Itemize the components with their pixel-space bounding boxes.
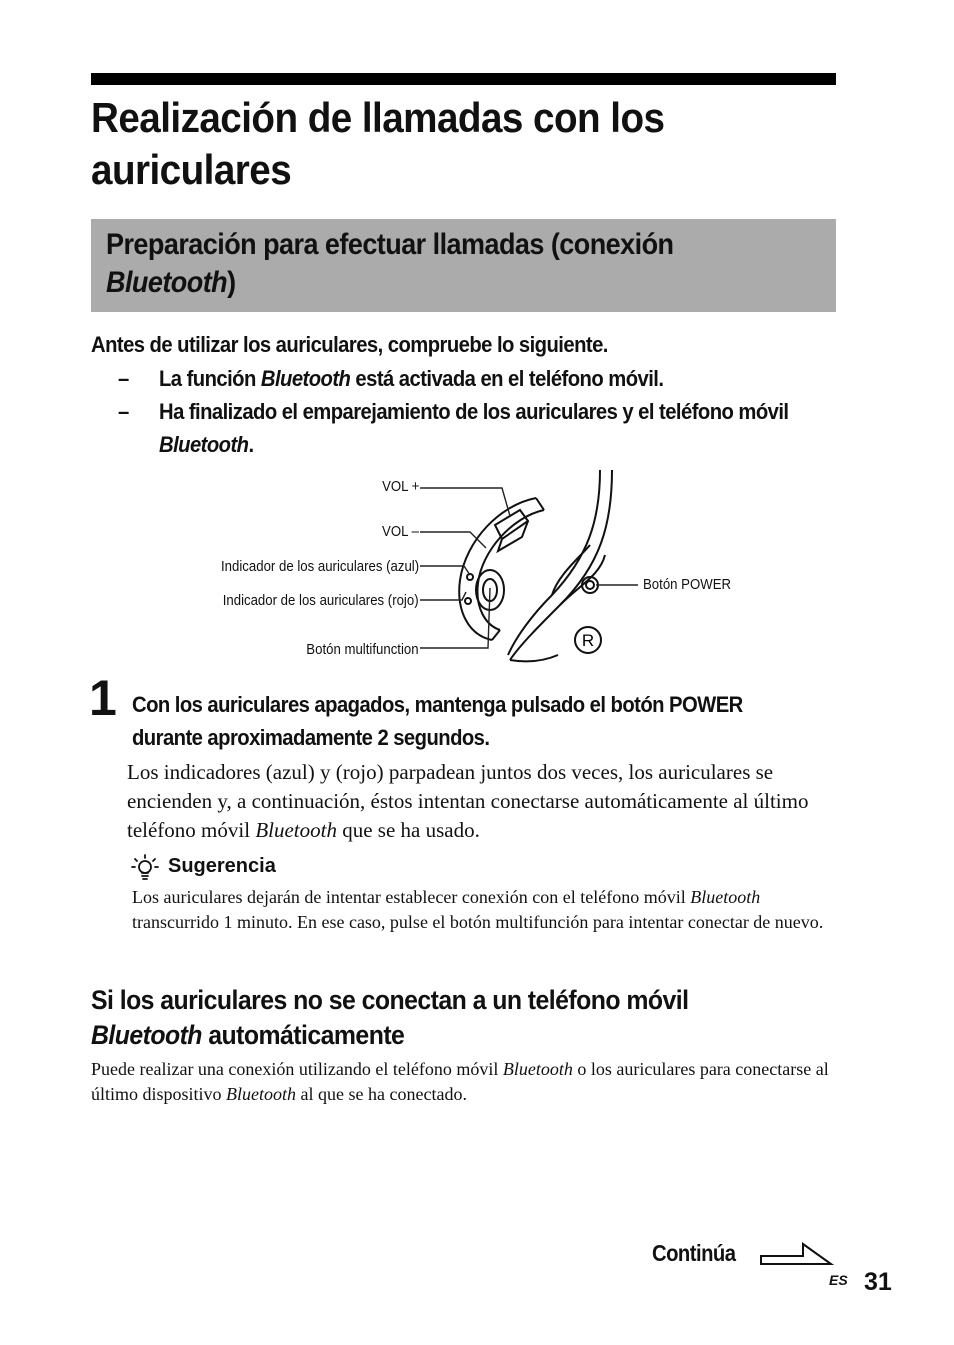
- language-code: ES: [829, 1272, 848, 1288]
- callout-multifunction: Botón multifunction: [306, 641, 419, 658]
- requirement-text: La función: [159, 366, 261, 391]
- section-title: [106, 226, 754, 302]
- step-number: 1: [89, 670, 117, 726]
- subsection-title-text: Si los auriculares no se conectan a un teléfono móvil: [91, 985, 689, 1015]
- callout-vol-minus: VOL –: [382, 523, 419, 540]
- subsection-title-text: automáticamente: [201, 1020, 405, 1050]
- list-dash: –: [118, 366, 129, 391]
- requirement-text: .: [248, 432, 254, 457]
- requirement-emphasis: Bluetooth: [260, 366, 351, 391]
- section-title-text: Preparación para efectuar llamadas (conexión: [106, 228, 674, 261]
- tip-text: transcurrido 1 minuto. En ese caso, pulse el botón multifunción para intentar conectar de nuevo.: [132, 912, 824, 932]
- right-side-mark: R: [581, 631, 595, 650]
- lightbulb-icon: [130, 853, 160, 883]
- callout-indicator-blue: Indicador de los auriculares (azul): [220, 558, 419, 575]
- subsection-body-emphasis: Bluetooth: [502, 1059, 573, 1079]
- requirement-item: [159, 395, 840, 461]
- requirement-text: está activada en el teléfono móvil.: [350, 366, 664, 391]
- callout-lines: [418, 480, 654, 660]
- section-title-suffix: ): [227, 266, 236, 299]
- subsection-body-text: al que se ha conectado.: [296, 1084, 467, 1104]
- subsection-body-text: Puede realizar una conexión utilizando el teléfono móvil: [91, 1059, 503, 1079]
- step-body-emphasis: Bluetooth: [255, 818, 337, 842]
- requirements-intro: Antes de utilizar los auriculares, compruebe lo siguiente.: [91, 332, 608, 357]
- list-dash: –: [118, 399, 129, 424]
- subsection-title: [91, 983, 790, 1053]
- callout-indicator-red: Indicador de los auriculares (rojo): [223, 592, 419, 609]
- section-title-emphasis: Bluetooth: [106, 266, 228, 299]
- subsection-title-emphasis: Bluetooth: [91, 1020, 202, 1050]
- tip-text: Los auriculares dejarán de intentar establecer conexión con el teléfono móvil: [132, 887, 691, 907]
- step-body: [127, 758, 847, 845]
- continue-label: Continúa: [652, 1240, 736, 1266]
- step-body-text: que se ha usado.: [336, 818, 480, 842]
- requirement-text: Ha finalizado el emparejamiento de los auriculares y el teléfono móvil: [159, 399, 789, 424]
- callout-vol-plus: VOL +: [381, 478, 419, 495]
- continue-arrow-icon: [759, 1240, 835, 1270]
- step-body-text: Los indicadores (azul) y (rojo) parpadean juntos dos veces, los auriculares se encienden y, a continuación, éstos intentan conectarse automáticamente al último teléfono móvil: [127, 760, 809, 842]
- subsection-body-emphasis: Bluetooth: [226, 1084, 297, 1104]
- top-rule: [91, 73, 836, 85]
- subsection-body-text: o los auriculares para conectarse al último dispositivo: [91, 1059, 829, 1104]
- tip-emphasis: Bluetooth: [690, 887, 761, 907]
- callout-power: Botón POWER: [643, 576, 732, 593]
- page-number: 31: [864, 1268, 892, 1296]
- tip-heading: Sugerencia: [168, 855, 276, 877]
- requirement-emphasis: Bluetooth: [159, 432, 249, 457]
- step-title: Con los auriculares apagados, mantenga pulsado el botón POWER durante aproximadamente 2 segundos.: [132, 692, 743, 750]
- page-title: Realización de llamadas con los auriculares: [91, 94, 665, 193]
- subsection-body: [91, 1057, 851, 1107]
- tip-body: [132, 885, 832, 935]
- requirement-item: [159, 362, 840, 395]
